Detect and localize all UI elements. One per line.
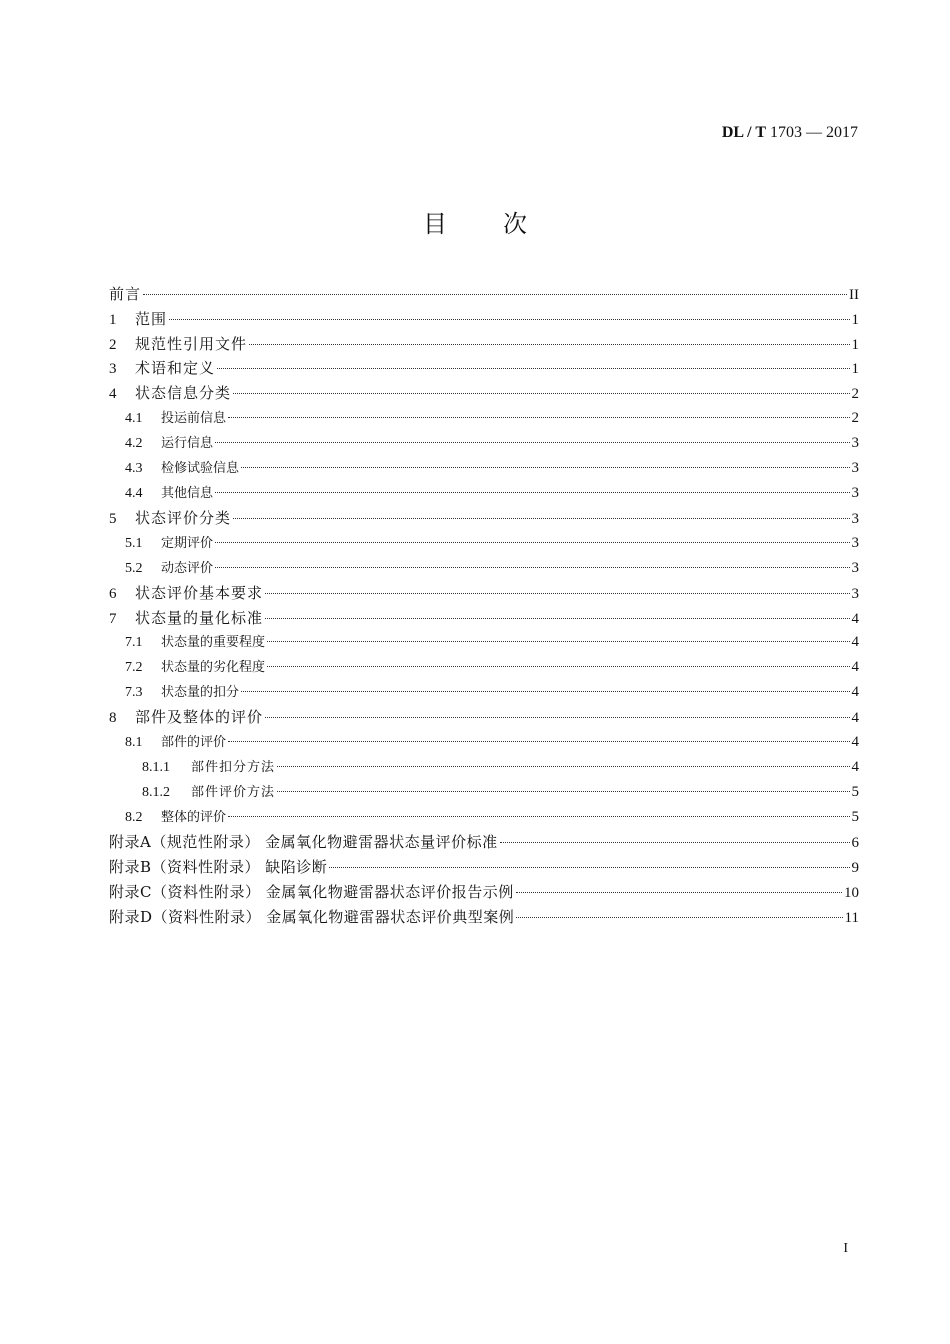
toc-entry-label: 规范性引用文件 [135, 334, 248, 353]
toc-dot-leader [228, 816, 849, 817]
toc-entry-page: 3 [851, 534, 859, 551]
toc-dot-leader [277, 766, 849, 767]
toc-entry[interactable] [109, 730, 859, 755]
toc-entry-number: 4.1 [125, 410, 143, 426]
toc-entry-label: 状态量的重要程度 [161, 635, 266, 651]
toc-entry[interactable] [109, 332, 859, 357]
toc-entry[interactable] [109, 531, 859, 556]
toc-entry-number: 2 [109, 336, 117, 353]
toc-entry-label: 附录A（规范性附录） 金属氧化物避雷器状态量评价标准 [109, 833, 498, 852]
toc-entry[interactable] [109, 381, 859, 406]
toc-entry-page: 6 [851, 835, 859, 852]
toc-entry-label: 状态量的量化标准 [135, 608, 264, 627]
toc-entry[interactable] [109, 506, 859, 531]
toc-entry-number: 4.4 [125, 485, 143, 501]
toc-entry-label: 状态评价分类 [135, 508, 232, 527]
standard-code: DL / T [721, 124, 766, 141]
toc-dot-leader [267, 641, 849, 642]
toc-entry-label: 术语和定义 [135, 359, 216, 378]
toc-entry-page: 2 [851, 409, 859, 426]
toc-dot-leader [516, 917, 842, 918]
toc-entry-label: 状态信息分类 [135, 384, 232, 403]
toc-entry-number: 8.1 [125, 735, 143, 751]
toc-dot-leader [215, 442, 849, 443]
toc-entry-label: 范围 [135, 309, 168, 328]
toc-entry-label: 附录B（资料性附录） 缺陷诊断 [109, 857, 328, 876]
toc-entry-label: 状态量的劣化程度 [161, 660, 266, 676]
toc-entry-label: 检修试验信息 [161, 460, 240, 476]
toc-dot-leader [265, 717, 849, 718]
standard-number: 1703 — 2017 [770, 124, 858, 141]
toc-entry-page: 3 [851, 585, 859, 602]
toc-entry-label: 部件及整体的评价 [135, 708, 264, 727]
toc-entry-page: 3 [851, 559, 859, 576]
toc-entry-page: 1 [851, 336, 859, 353]
toc-entry[interactable] [109, 431, 859, 456]
toc-entry-label: 状态量的扣分 [161, 685, 240, 701]
toc-entry-number: 5.2 [125, 560, 143, 576]
toc-entry-number: 4.3 [125, 460, 143, 476]
toc-entry-label: 定期评价 [161, 535, 214, 551]
table-of-contents [109, 282, 859, 929]
toc-entry[interactable] [109, 830, 859, 855]
toc-entry-number: 7 [109, 610, 117, 627]
toc-entry-page: 10 [844, 884, 859, 901]
toc-entry[interactable] [109, 780, 859, 805]
toc-entry[interactable] [109, 456, 859, 481]
toc-entry-number: 8.2 [125, 810, 143, 826]
toc-dot-leader [277, 791, 849, 792]
toc-entry-label: 前言 [109, 285, 142, 303]
toc-entry[interactable] [109, 556, 859, 581]
toc-dot-leader [241, 467, 849, 468]
toc-entry-page: 4 [851, 684, 859, 701]
toc-dot-leader [516, 892, 842, 893]
toc-entry-page: 9 [851, 859, 859, 876]
toc-entry-number: 5 [109, 510, 117, 527]
toc-entry-number: 4.2 [125, 435, 143, 451]
toc-entry[interactable] [109, 307, 859, 332]
toc-entry-number: 3 [109, 361, 117, 378]
toc-entry-page: 4 [851, 610, 859, 627]
toc-entry-label: 投运前信息 [161, 410, 227, 426]
toc-entry-page: 4 [851, 634, 859, 651]
toc-entry-label: 附录D（资料性附录） 金属氧化物避雷器状态评价典型案例 [109, 907, 515, 926]
toc-entry-label: 部件的评价 [161, 735, 227, 751]
toc-entry-label: 整体的评价 [161, 810, 227, 826]
toc-entry-page: 3 [851, 434, 859, 451]
toc-entry[interactable] [109, 880, 859, 905]
toc-dot-leader [265, 593, 849, 594]
toc-dot-leader [233, 518, 849, 519]
toc-entry-number: 7.2 [125, 660, 143, 676]
toc-entry-page: 4 [851, 659, 859, 676]
page-number: I [843, 1241, 848, 1256]
toc-entry-label: 动态评价 [161, 560, 214, 576]
toc-entry-page: 1 [851, 311, 859, 328]
toc-entry-label: 运行信息 [161, 435, 214, 451]
toc-entry[interactable] [109, 680, 859, 705]
toc-entry-number: 8 [109, 710, 117, 727]
toc-entry[interactable] [109, 356, 859, 381]
toc-entry[interactable] [109, 805, 859, 830]
toc-entry-number: 7.1 [125, 635, 143, 651]
toc-entry[interactable] [109, 705, 859, 730]
toc-entry-page: 3 [851, 459, 859, 476]
toc-entry-number: 7.3 [125, 685, 143, 701]
toc-entry[interactable] [109, 755, 859, 780]
toc-dot-leader [265, 618, 849, 619]
toc-dot-leader [217, 368, 849, 369]
toc-entry-page: 3 [851, 510, 859, 527]
toc-entry-page: 4 [851, 710, 859, 727]
toc-entry-label: 附录C（资料性附录） 金属氧化物避雷器状态评价报告示例 [109, 882, 514, 901]
toc-dot-leader [267, 666, 849, 667]
toc-dot-leader [500, 842, 850, 843]
toc-entry-page: 2 [851, 386, 859, 403]
toc-dot-leader [228, 741, 849, 742]
toc-entry-number: 1 [109, 311, 117, 328]
toc-dot-leader [215, 567, 849, 568]
toc-dot-leader [249, 344, 849, 345]
toc-entry-page: 4 [851, 734, 859, 751]
toc-title: 目次 [423, 210, 583, 238]
toc-entry-label: 其他信息 [161, 485, 214, 501]
toc-entry-number: 8.1.2 [142, 785, 170, 801]
toc-entry[interactable] [109, 406, 859, 431]
toc-dot-leader [228, 417, 849, 418]
toc-dot-leader [241, 691, 849, 692]
toc-dot-leader [215, 492, 849, 493]
toc-entry[interactable] [109, 282, 859, 307]
toc-entry-number: 5.1 [125, 535, 143, 551]
toc-entry[interactable] [109, 905, 859, 930]
toc-entry[interactable] [109, 481, 859, 506]
toc-entry-page: 1 [851, 361, 859, 378]
toc-entry-label: 状态评价基本要求 [135, 583, 264, 602]
toc-entry[interactable] [109, 606, 859, 631]
toc-entry-label: 部件扣分方法 [191, 760, 276, 776]
toc-entry[interactable] [109, 655, 859, 680]
toc-entry-number: 6 [109, 585, 117, 602]
toc-entry-number: 8.1.1 [142, 760, 170, 776]
toc-dot-leader [233, 393, 849, 394]
toc-dot-leader [143, 294, 847, 295]
toc-dot-leader [215, 542, 849, 543]
toc-dot-leader [329, 867, 849, 868]
toc-entry-page: 5 [851, 784, 859, 801]
toc-entry[interactable] [109, 855, 859, 880]
toc-entry-page: 11 [844, 909, 859, 926]
toc-entry-label: 部件评价方法 [191, 785, 276, 801]
toc-entry[interactable] [109, 581, 859, 606]
toc-entry-page: 3 [851, 484, 859, 501]
toc-dot-leader [169, 319, 849, 320]
toc-entry-page: II [849, 287, 859, 303]
toc-entry-page: 4 [851, 759, 859, 776]
toc-entry-page: 5 [851, 809, 859, 826]
toc-entry[interactable] [109, 630, 859, 655]
standard-header [722, 124, 858, 142]
toc-entry-number: 4 [109, 386, 117, 403]
